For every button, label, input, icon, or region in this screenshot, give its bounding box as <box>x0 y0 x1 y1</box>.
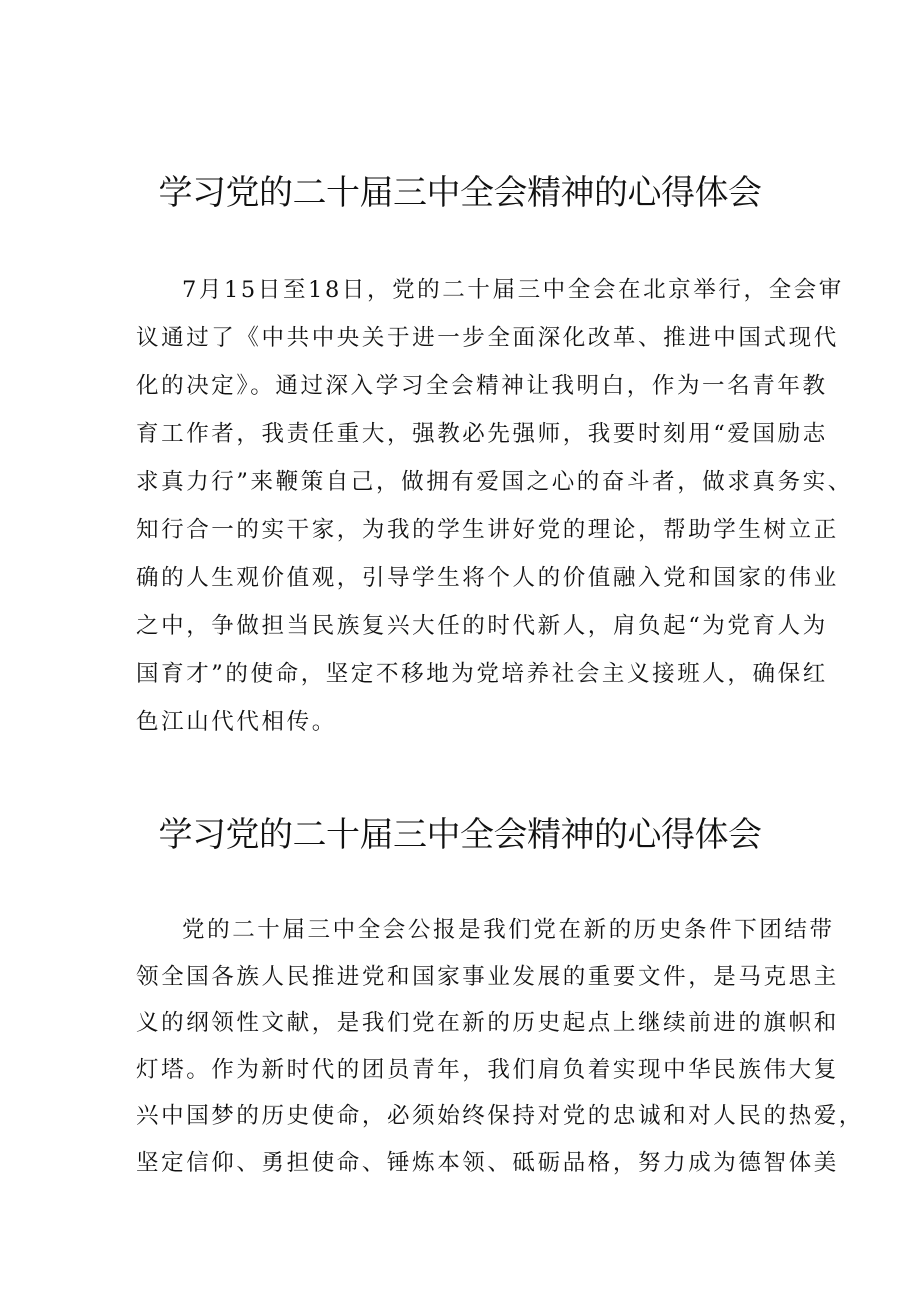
paragraph-line: 党的二十届三中全会公报是我们党在新的历史条件下团结带 <box>182 917 835 943</box>
section-1-paragraph <box>136 270 853 750</box>
paragraph-line: 兴中国梦的历史使命，必须始终保持对党的忠诚和对人民的热爱， <box>136 1103 864 1130</box>
paragraph-line: 色江山代代相传。 <box>136 709 337 735</box>
paragraph-line: 议通过了《中共中央关于进一步全面深化改革、推进中国式现代 <box>136 325 839 351</box>
paragraph-line: 化的决定》。通过深入学习全会精神让我明白，作为一名青年教 <box>136 373 828 399</box>
paragraph-line: 国育才”的使命，坚定不移地为党培养社会主义接班人，确保红 <box>136 661 828 687</box>
section-2-title: 学习党的二十届三中全会精神的心得体会 <box>158 815 762 855</box>
paragraph-line: 确的人生观价值观，引导学生将个人的价值融入党和国家的伟业 <box>136 565 839 591</box>
section-2-paragraph <box>136 910 864 1190</box>
paragraph-line: 领全国各族人民推进党和国家事业发展的重要文件，是马克思主 <box>136 963 839 990</box>
paragraph-line: 义的纲领性文献，是我们党在新的历史起点上继续前进的旗帜和 <box>136 1010 839 1037</box>
paragraph-line: 求真力行”来鞭策自己，做拥有爱国之心的奋斗者，做求真务实、 <box>136 469 853 495</box>
paragraph-line: 坚定信仰、勇担使命、锤炼本领、砥砺品格，努力成为德智体美 <box>136 1149 839 1176</box>
paragraph-line: 之中，争做担当民族复兴大任的时代新人，肩负起“为党育人为 <box>136 613 828 639</box>
paragraph-line: 灯塔。作为新时代的团员青年，我们肩负着实现中华民族伟大复 <box>136 1056 839 1083</box>
paragraph-line: 7月15日至18日，党的二十届三中全会在北京举行，全会审 <box>182 277 844 303</box>
section-1-title: 学习党的二十届三中全会精神的心得体会 <box>158 173 762 213</box>
paragraph-line: 知行合一的实干家，为我的学生讲好党的理论，帮助学生树立正 <box>136 517 839 543</box>
paragraph-line: 育工作者，我责任重大，强教必先强师，我要时刻用“爱国励志 <box>136 421 828 447</box>
